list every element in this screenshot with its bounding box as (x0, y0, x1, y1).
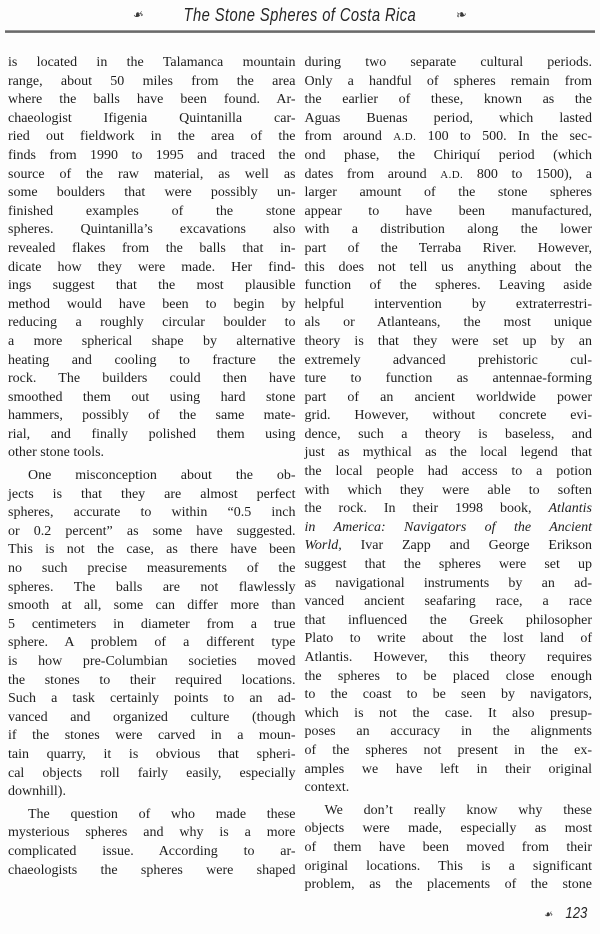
text-line: or 0.2 percent” as some have suggested. (8, 523, 296, 539)
text-line: jects is that they are almost perfect (8, 486, 296, 502)
text-line: cal objects roll fairly easily, especially (8, 765, 296, 781)
text-line: a more spherical shape by alternative (8, 333, 296, 349)
text-line: from around A.D. 100 to 500. In the sec- (304, 129, 592, 145)
column-left (8, 54, 296, 895)
text-line: this does not tell us anything about the (304, 259, 592, 275)
text-line: dence, such a theory is baseless, and (304, 426, 592, 442)
text-line: ture to function as antennae-forming (304, 371, 592, 387)
text-line: spheres. The balls are not flawlessly (8, 579, 296, 595)
text-line: complicated issue. According to ar- (8, 843, 296, 859)
text-line: grid. However, without concrete evi- (304, 408, 592, 424)
text-line: during two separate cultural periods. (304, 55, 592, 70)
text-line: smooth at all, some can differ more than (8, 598, 296, 614)
text-line: We don’t really know why these (324, 802, 592, 818)
text-line: just as mythical as the local legend that (304, 445, 592, 461)
text-line: Only a handful of spheres remain from (304, 73, 592, 89)
text-line: Plato to write about the lost land of (304, 631, 592, 647)
text-line: Atlantis. However, this theory requires (304, 650, 592, 665)
text-line: to the coast to be seen by navigators, (304, 687, 592, 703)
text-line: objects were made, especially as most (304, 821, 592, 837)
text-line: Such a task certainly points to an ad- (8, 691, 296, 707)
text-line: part of an ancient worldwide power (304, 389, 592, 405)
text-columns (8, 54, 592, 895)
fleuron-footer-icon: ❧ (543, 906, 555, 922)
text-line: sphere. A problem of a different type (8, 635, 296, 651)
text-line: This is not the case, as there have been (8, 542, 296, 558)
text-line: vanced ancient seafaring race, a race (304, 594, 592, 610)
text-line: problem, as the placements of the stone (304, 877, 592, 893)
text-line: spheres. Quintanilla’s excavations also (8, 222, 296, 238)
text-line: which is not the case. It also presup- (304, 705, 592, 721)
paragraph (305, 802, 593, 895)
text-line: amples we have left in their original (304, 761, 592, 777)
text-line: One misconception about the ob- (28, 468, 296, 484)
text-line: reducing a roughly circular boulder to (8, 315, 296, 331)
text-line: ings suggest that the most plausible (8, 278, 296, 294)
text-line: that influenced the Greek philosopher (304, 612, 592, 628)
text-line: Aguas Buenas period, which lasted (304, 110, 592, 126)
page-number: 123 (565, 905, 588, 922)
paragraph (8, 467, 296, 802)
text-line: vanced and organized culture (though (8, 709, 296, 725)
text-line: where the balls have been found. Ar- (8, 92, 296, 108)
text-line: as navigational instruments by an ad- (304, 575, 592, 591)
text-line: appear to have been manufactured, (304, 203, 592, 219)
text-line: ond phase, the Chiriquí period (which (304, 147, 592, 163)
header-rule (5, 30, 595, 33)
text-line: if the stones were carved in a moun- (8, 728, 296, 744)
running-title: The Stone Spheres of Costa Rica (183, 4, 417, 25)
text-line: the spheres to be placed close enough (304, 668, 592, 684)
text-line: spheres, accurate to within “0.5 inch (8, 505, 296, 521)
text-line: the stones to their required locations. (8, 672, 296, 688)
text-line: original locations. This is a significant (304, 858, 592, 874)
text-line: revealed flakes from the balls that in- (8, 240, 296, 256)
page-header (0, 0, 600, 30)
text-line: ried out fieldwork in the area of the (8, 129, 296, 145)
text-line: theory is that they were set up by an (304, 333, 592, 349)
text-line: larger amount of the stone spheres (304, 185, 592, 201)
text-line: smoothed them out using hard stone (8, 389, 296, 405)
paragraph (8, 806, 296, 880)
text-line: some boulders that were possibly un- (8, 185, 296, 201)
text-line: heating and cooling to fracture the (8, 352, 296, 368)
column-right (305, 54, 593, 895)
text-line: source of the raw material, as well as (8, 166, 296, 182)
text-line: dates from around A.D. 800 to 1500), a (304, 166, 593, 182)
text-line: is how pre-Columbian societies moved (8, 654, 296, 669)
text-line: the local people had access to a potion (304, 464, 592, 480)
text-line: als or Atlanteans, the most unique (304, 315, 592, 331)
text-line: 5 centimeters in diameter from a true (8, 616, 296, 632)
text-line: other stone tools. (8, 445, 105, 461)
text-line: range, about 50 miles from the area (8, 73, 296, 89)
text-line: downhill). (8, 784, 66, 800)
text-line: no such precise measurements of the (8, 561, 296, 577)
text-line: the earlier of these, known as the (304, 92, 592, 108)
paragraph (305, 54, 593, 798)
text-line: is located in the Talamanca mountain (8, 55, 296, 70)
text-line: hammers, possibly of the same mate- (8, 408, 296, 424)
text-line: poses an accuracy in the alignments (304, 724, 592, 740)
text-line: suggest that the spheres were set up (304, 557, 592, 573)
text-line: finished examples of the stone (8, 203, 296, 219)
text-line: finds from 1990 to 1995 and traced the (8, 147, 296, 163)
text-line: The question of who made these (28, 806, 296, 822)
text-line: of them have been moved from their (304, 839, 592, 855)
text-line: the rock. In their 1998 book, Atlantis (304, 501, 592, 517)
text-line: rock. The builders could then have (8, 371, 296, 387)
page-footer (544, 905, 590, 923)
text-line: helpful intervention by extraterrestri- (304, 296, 592, 312)
text-line: World, Ivar Zapp and George Erikson (304, 538, 592, 554)
text-line: of the spheres not present in the ex- (304, 742, 592, 758)
text-line: extremely advanced prehistoric cul- (304, 352, 592, 368)
paragraph (8, 54, 296, 463)
text-line: mysterious spheres and why is a more (8, 825, 296, 841)
text-line: tain quarry, it is obvious that spheri- (8, 746, 296, 762)
text-line: part of the Terraba River. However, (304, 240, 592, 256)
text-line: with a distribution along the lower (304, 222, 592, 238)
text-line: with which they were able to soften (304, 482, 592, 498)
text-line: in America: Navigators of the Ancient (304, 519, 592, 535)
text-line: rial, and finally polished them using (8, 426, 296, 442)
text-line: context. (304, 780, 350, 796)
text-line: method would have been to begin by (8, 296, 296, 312)
text-line: chaeologists the spheres were shaped (8, 862, 296, 878)
text-line: function of the spheres. Leaving aside (304, 278, 592, 294)
text-line: dicate how they were made. Her find- (8, 259, 296, 275)
fleuron-left-icon: ❧ (132, 6, 146, 24)
fleuron-right-icon: ❧ (454, 6, 468, 24)
text-line: chaeologist Ifigenia Quintanilla car- (8, 110, 296, 126)
